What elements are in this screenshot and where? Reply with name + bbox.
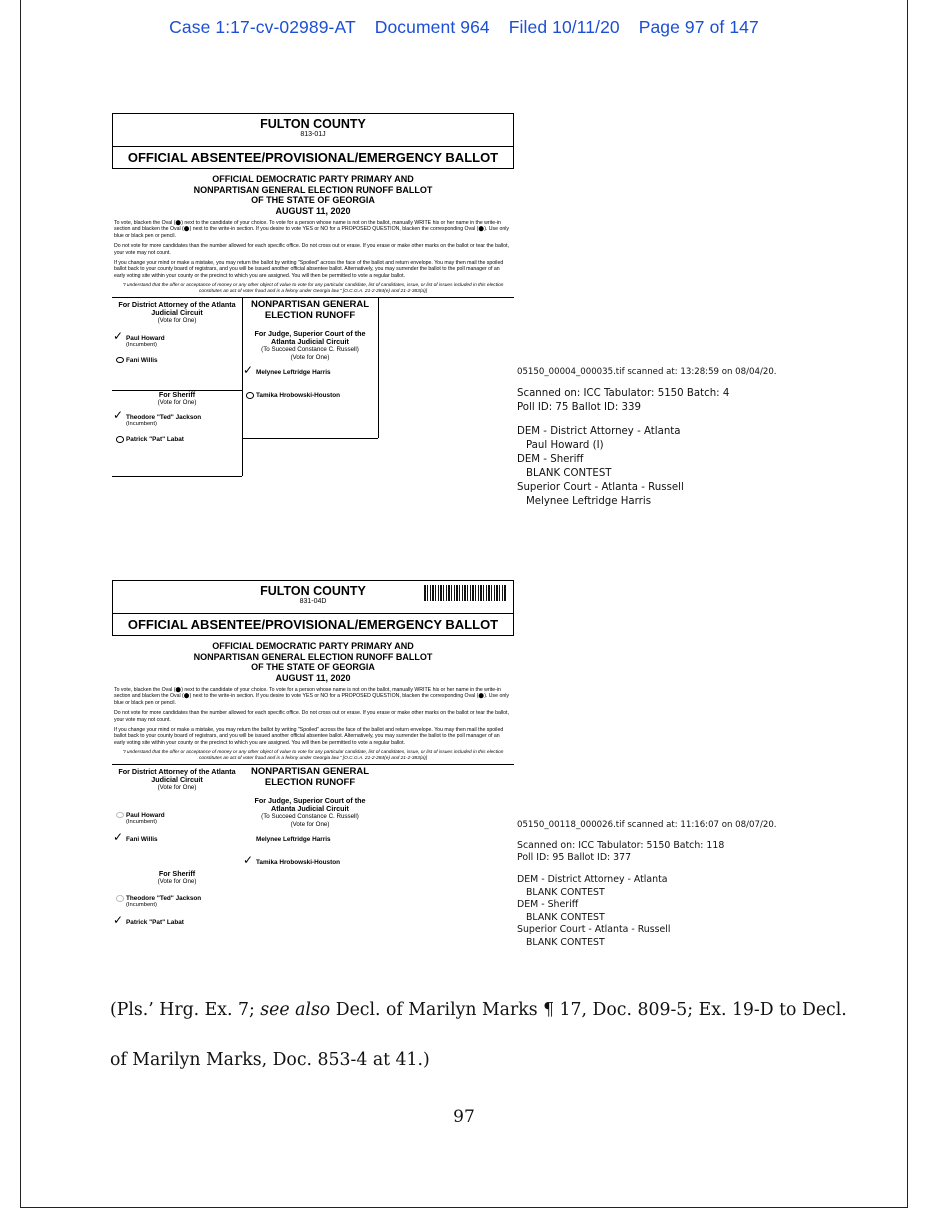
da-race-title: For District Attorney of the Atlanta Judicial Circuit	[118, 767, 236, 785]
scan-result: BLANK CONTEST	[526, 911, 605, 923]
scan-result: BLANK CONTEST	[526, 936, 605, 948]
ballot-county: FULTON COUNTY	[260, 117, 366, 131]
ballot-image-1: FULTON COUNTY 813-01J OFFICIAL ABSENTEE/PROVISIONAL/EMERGENCY BALLOT OFFICIAL DEMOCRATIC PARTY PRIMARY AND NONPARTISAN GENERAL ELECTION RUNOFF BALLOT OF THE STATE OF GEORGIA AUGUST 11, 2020 To vote, blacken the Oval (⬤) next to the candidate of your choice. To vote for a person whose name is not on the ballot, manually WRITE his or her name in the write-in section and blacken the Oval (⬤) next to the write-in section. If you desire to vote YES or NO for a PROPOSED QUESTION, blacken the corresponding Oval (⬤). Use only blue or black pen or pencil. Do not vote for more candidates than the number allowed for each specific office. Do not cross out or erase. If you erase or make other marks on the ballot or tear the ballot, your vote may not count. If you change your mind or make a mistake, you may return the ballot by writing "Spoiled" across the face of the ballot and return envelope. You may then mail the spoiled ballot back to your county board of registrars, and you will be issued another official absentee ballot. Alternatively, you may surrender the ballot to the poll manager of an early voting site within your county or the precinct to which you are assigned. You will then be permitted to vote a regular ballot. "I understand that the offer or acceptance of money or any other object of value to vote for any particular candidate, list of candidates, issue, or list of issues included in this election constitutes an act of voter fraud and is a felony under Georgia law." [O.C.G.A. 21-2-284(e) and 21-2-383(a)] For District Attorney of the Atlanta Judicial Circuit (Vote for One) ✓ Paul Howard (Incumbent) Fani Willis For Sheriff (Vote for One) ✓ Theodore "Ted" Jackson (Incumbent) Patrick "Pat" Labat NONPARTISAN GENERAL ELECTION RUNOFF For Judge, Superior Court of the Atlanta Judicial Circuit (To Succeed Constance C. Russell) (Vote for One) ✓ Melynee Leftridge Harris Tamika Hrobowski-Houston	[112, 113, 514, 478]
scan-result: DEM - District Attorney - Atlanta	[517, 874, 668, 885]
case-number: Case 1:17-cv-02989-AT	[169, 17, 356, 37]
scan-record-2	[517, 820, 777, 949]
da-candidate-1: ✓ Paul Howard (Incumbent)	[113, 328, 165, 348]
oval-icon	[116, 357, 124, 364]
filed-date: Filed 10/11/20	[508, 17, 620, 37]
scan-result: DEM - Sheriff	[517, 899, 579, 910]
oval-icon	[246, 392, 254, 399]
citation-line-2: of Marilyn Marks, Doc. 853-4 at 41.)	[110, 1050, 430, 1070]
judge-race-title: For Judge, Superior Court of the Atlanta Judicial Circuit	[254, 796, 366, 814]
check-mark-icon: ✓	[243, 853, 254, 868]
judge-candidate-2: Tamika Hrobowski-Houston	[242, 392, 378, 399]
election-title: OFFICIAL DEMOCRATIC PARTY PRIMARY AND NONPARTISAN GENERAL ELECTION RUNOFF BALLOT OF THE STATE OF GEORGIA AUGUST 11, 2020	[193, 174, 433, 216]
scan-record-1	[517, 367, 777, 509]
scan-result: DEM - Sheriff	[517, 454, 584, 465]
page-number: 97	[453, 1107, 475, 1127]
ballot-county: FULTON COUNTY	[260, 584, 366, 598]
scan-result: BLANK CONTEST	[526, 886, 605, 898]
ballot-image-2: FULTON COUNTY 831-04D OFFICIAL ABSENTEE/PROVISIONAL/EMERGENCY BALLOT OFFICIAL DEMOCRATIC PARTY PRIMARY AND NONPARTISAN GENERAL ELECTION RUNOFF BALLOT OF THE STATE OF GEORGIA AUGUST 11, 2020 To vote, blacken the Oval (⬤) next to the candidate of your choice. To vote for a person whose name is not on the ballot, manually WRITE his or her name in the write-in section and blacken the Oval (⬤) next to the write-in section. If you desire to vote YES or NO for a PROPOSED QUESTION, blacken the corresponding Oval (⬤). Use only blue or black pen or pencil. Do not vote for more candidates than the number allowed for each specific office. Do not cross out or erase. If you erase or make other marks on the ballot or tear the ballot, your vote may not count. If you change your mind or make a mistake, you may return the ballot by writing "Spoiled" across the face of the ballot and return envelope. You may then mail the spoiled ballot back to your county board of registrars, and you will be issued another official absentee ballot. Alternatively, you may surrender the ballot to the poll manager of an early voting site within your county or the precinct to which you are assigned. You will then be permitted to vote a regular ballot. "I understand that the offer or acceptance of money or any other object of value to vote for any particular candidate, list of candidates, issue, or list of issues included in this election constitutes an act of voter fraud and is a felony under Georgia law." [O.C.G.A. 21-2-284(e) and 21-2-383(a)] For District Attorney of the Atlanta Judicial Circuit (Vote for One) Paul Howard (Incumbent) ✓ Fani Willis For Sheriff (Vote for One) Theodore "Ted" Jackson (Incumbent) ✓ Patrick "Pat" Labat NONPARTISAN GENERAL ELECTION RUNOFF For Judge, Superior Court of the Atlanta Judicial Circuit (To Succeed Constance C. Russell) (Vote for One) Melynee Leftridge Harris ✓ Tamika Hrobowski-Houston	[112, 580, 514, 945]
ballot-affirmation: "I understand that the offer or acceptance of money or any other object of value to vote for any particular candidate, list of candidates, issue, or list of issues included in this election constitutes an act of voter fraud and is a felony under Georgia law." [O.C.G.A. 21-2-284(e) and 21-2-383(a)]	[112, 283, 514, 298]
sheriff-race-title: For Sheriff	[158, 389, 196, 399]
judge-candidate-1: Melynee Leftridge Harris	[256, 836, 331, 844]
page-of-total: Page 97 of 147	[638, 17, 759, 37]
nonpartisan-header: NONPARTISAN GENERAL ELECTION RUNOFF	[250, 299, 370, 321]
scan-result: Melynee Leftridge Harris	[526, 496, 652, 507]
scan-result: Paul Howard (I)	[526, 440, 604, 451]
check-mark-icon: ✓	[113, 913, 124, 928]
nonpartisan-header: NONPARTISAN GENERAL ELECTION RUNOFF	[250, 766, 370, 788]
scan-result: BLANK CONTEST	[526, 468, 612, 479]
sheriff-candidate-2: Patrick "Pat" Labat	[112, 436, 242, 443]
sheriff-candidate-1: Theodore "Ted" Jackson (Incumbent)	[112, 895, 242, 909]
oval-icon	[116, 895, 124, 902]
judge-race-title: For Judge, Superior Court of the Atlanta Judicial Circuit	[254, 329, 366, 347]
scan-tabulator: Scanned on: ICC Tabulator: 5150 Batch: 118	[517, 840, 725, 851]
ballot-affirmation: "I understand that the offer or acceptance of money or any other object of value to vote for any particular candidate, list of candidates, issue, or list of issues included in this election constitutes an act of voter fraud and is a felony under Georgia law." [O.C.G.A. 21-2-284(e) and 21-2-383(a)]	[112, 750, 514, 765]
scan-result: DEM - District Attorney - Atlanta	[517, 426, 681, 437]
barcode-icon	[424, 585, 507, 601]
ballot-heading: OFFICIAL ABSENTEE/PROVISIONAL/EMERGENCY BALLOT	[112, 146, 514, 169]
scan-tabulator: Scanned on: ICC Tabulator: 5150 Batch: 4	[517, 388, 730, 399]
scan-result: Superior Court - Atlanta - Russell	[517, 924, 671, 935]
document-number: Document 964	[374, 17, 490, 37]
check-mark-icon: ✓	[243, 363, 254, 378]
sheriff-candidate-2: ✓ Patrick "Pat" Labat	[113, 913, 184, 928]
check-mark-icon: ✓	[113, 328, 124, 343]
da-race-title: For District Attorney of the Atlanta Judicial Circuit	[118, 300, 236, 318]
judge-candidate-2: ✓ Tamika Hrobowski-Houston	[243, 853, 341, 868]
oval-icon	[116, 436, 124, 443]
check-mark-icon: ✓	[113, 408, 124, 423]
ballot-code: 813-01J	[300, 131, 326, 138]
da-candidate-2: ✓ Fani Willis	[113, 829, 158, 844]
scan-poll: Poll ID: 75 Ballot ID: 339	[517, 402, 641, 413]
ballot-code: 831-04D	[299, 598, 327, 605]
election-title: OFFICIAL DEMOCRATIC PARTY PRIMARY AND NONPARTISAN GENERAL ELECTION RUNOFF BALLOT OF THE STATE OF GEORGIA AUGUST 11, 2020	[193, 641, 433, 683]
da-candidate-1: Paul Howard (Incumbent)	[112, 812, 242, 826]
sheriff-candidate-1: ✓ Theodore "Ted" Jackson (Incumbent)	[113, 408, 202, 428]
da-candidate-2: Fani Willis	[112, 357, 242, 364]
case-header	[0, 17, 928, 38]
ballot-heading: OFFICIAL ABSENTEE/PROVISIONAL/EMERGENCY BALLOT	[112, 613, 514, 636]
scan-poll: Poll ID: 95 Ballot ID: 377	[517, 852, 632, 863]
oval-icon	[116, 812, 124, 819]
check-mark-icon: ✓	[113, 829, 124, 844]
ballot-instructions: To vote, blacken the Oval (⬤) next to the candidate of your choice. To vote for a person whose name is not on the ballot, manually WRITE his or her name in the write-in section and blacken the Oval (⬤) next to the write-in section. If you desire to vote YES or NO for a PROPOSED QUESTION, blacken the corresponding Oval (⬤). Use only blue or black pen or pencil. Do not vote for more candidates than the number allowed for each specific office. Do not cross out or erase. If you erase or make other marks on the ballot or tear the ballot, your vote may not count. If you change your mind or make a mistake, you may return the ballot by writing "Spoiled" across the face of the ballot and return envelope. You may then mail the spoiled ballot back to your county board of registrars, and you will be issued another official absentee ballot. Alternatively, you may surrender the ballot to the poll manager of an early voting site within your county or the precinct to which you are assigned. You will then be permitted to vote a regular ballot.	[114, 687, 509, 746]
ballot-instructions: To vote, blacken the Oval (⬤) next to the candidate of your choice. To vote for a person whose name is not on the ballot, manually WRITE his or her name in the write-in section and blacken the Oval (⬤) next to the write-in section. If you desire to vote YES or NO for a PROPOSED QUESTION, blacken the corresponding Oval (⬤). Use only blue or black pen or pencil. Do not vote for more candidates than the number allowed for each specific office. Do not cross out or erase. If you erase or make other marks on the ballot or tear the ballot, your vote may not count. If you change your mind or make a mistake, you may return the ballot by writing "Spoiled" across the face of the ballot and return envelope. You may then mail the spoiled ballot back to your county board of registrars, and you will be issued another official absentee ballot. Alternatively, you may surrender the ballot to the poll manager of an early voting site within your county or the precinct to which you are assigned. You will then be permitted to vote a regular ballot.	[114, 220, 509, 279]
citation-line-1: (Pls.’ Hrg. Ex. 7; see also Decl. of Marilyn Marks ¶ 17, Doc. 809-5; Ex. 19-D to Decl.	[110, 1000, 847, 1020]
judge-candidate-1: ✓ Melynee Leftridge Harris	[243, 363, 331, 378]
scan-file-line: 05150_00118_000026.tif scanned at: 11:16:07 on 08/07/20.	[517, 820, 777, 830]
sheriff-race-title: For Sheriff	[158, 868, 196, 878]
scan-result: Superior Court - Atlanta - Russell	[517, 482, 684, 493]
scan-file-line: 05150_00004_000035.tif scanned at: 13:28:59 on 08/04/20.	[517, 367, 777, 377]
